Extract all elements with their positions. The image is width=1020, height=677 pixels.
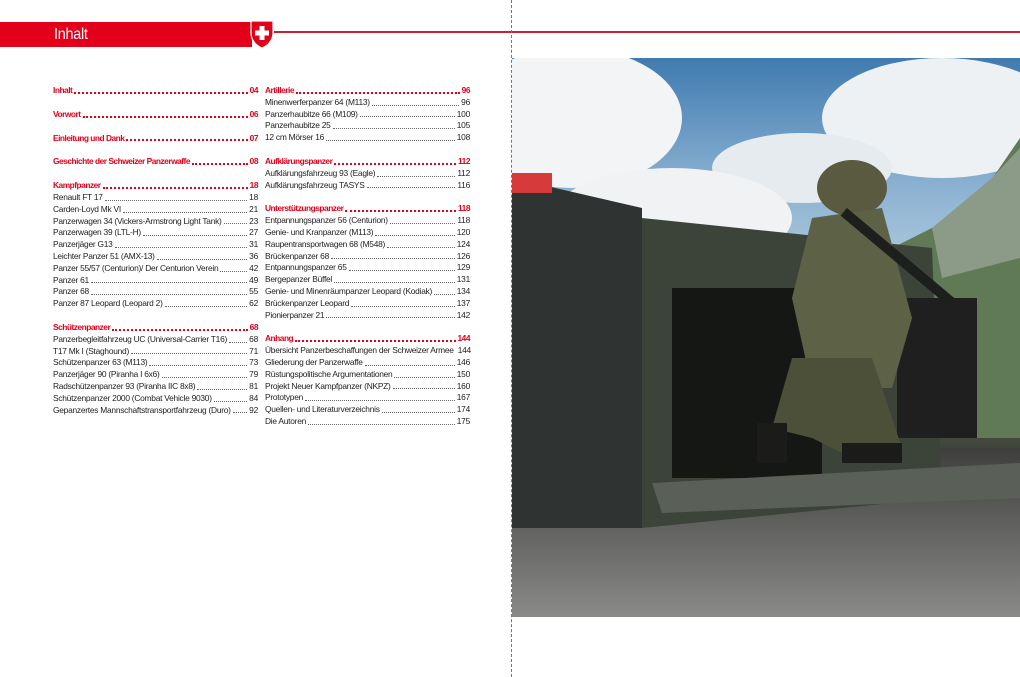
toc-dot-leader (360, 115, 455, 117)
toc-entry[interactable] (265, 310, 470, 322)
toc-entry-title: Panzerwagen 34 (Vickers-Armstrong Light Tank) (53, 215, 222, 226)
toc-page-number: 18 (249, 180, 258, 191)
toc-entry-title: Panzerjäger 90 (Piranha I 6x6) (53, 369, 160, 380)
toc-entry-title: Leichter Panzer 51 (AMX-13) (53, 250, 155, 261)
toc-page-number: 36 (249, 250, 258, 261)
toc-dot-leader (165, 305, 248, 307)
toc-left-column (53, 85, 258, 416)
toc-page-number: 55 (249, 286, 258, 297)
toc-entry[interactable] (53, 393, 258, 405)
toc-spacer (265, 144, 470, 156)
toc-entry-title: Panzerhaubitze 66 (M109) (265, 108, 358, 119)
toc-page-number: 49 (249, 274, 258, 285)
toc-entry-title: Raupentransportwagen 68 (M548) (265, 238, 386, 249)
toc-entry-title: Geschichte der Schweizer Panzerwaffe (53, 156, 190, 167)
toc-entry[interactable] (265, 357, 470, 369)
toc-entry-title: Aufklärungsfahrzeug TASYS (265, 179, 365, 190)
toc-entry-title: Kampfpanzer (53, 180, 101, 191)
toc-entry-title: Renault FT 17 (53, 191, 103, 202)
toc-section-heading[interactable] (265, 203, 470, 215)
toc-dot-leader (126, 138, 247, 141)
toc-entry-title: Genie- und Kranpanzer (M113) (265, 226, 374, 237)
toc-section-heading[interactable] (53, 156, 258, 168)
toc-page-number: 71 (249, 345, 258, 356)
toc-dot-leader (295, 339, 455, 342)
toc-dot-leader (83, 115, 248, 118)
toc-entry-title: Brückenpanzer 68 (265, 250, 329, 261)
toc-page-number: 96 (461, 96, 470, 107)
toc-entry-title: Carden-Loyd Mk VI (53, 203, 121, 214)
toc-page-number: 175 (456, 415, 470, 426)
toc-dot-leader (326, 316, 454, 318)
toc-page-number: 126 (456, 250, 470, 261)
toc-entry[interactable] (53, 275, 258, 287)
toc-page-number: 116 (457, 179, 470, 190)
toc-dot-leader (434, 293, 455, 295)
toc-entry[interactable] (265, 120, 470, 132)
toc-dot-leader (333, 127, 455, 129)
toc-entry-title: Panzerbegleitfahrzeug UC (Universal-Carrier T16) (53, 333, 228, 344)
toc-entry[interactable] (265, 168, 470, 180)
toc-entry[interactable] (53, 405, 258, 417)
toc-page-number: 108 (456, 132, 470, 143)
toc-page-number: 68 (249, 333, 258, 344)
toc-page-number: 124 (456, 238, 470, 249)
toc-entry-title: Aufklärungspanzer (265, 155, 333, 166)
toc-entry[interactable] (265, 227, 470, 239)
toc-entry[interactable] (53, 369, 258, 381)
toc-page-number: 62 (249, 298, 258, 309)
toc-section-heading[interactable] (53, 133, 258, 145)
toc-entry[interactable] (53, 204, 258, 216)
toc-page-number: 100 (456, 108, 470, 119)
toc-entry[interactable] (53, 381, 258, 393)
toc-entry[interactable] (265, 215, 470, 227)
toc-dot-leader (375, 234, 454, 236)
toc-spacer (53, 144, 258, 156)
toc-entry-title: Gliederung der Panzerwaffe (265, 356, 363, 367)
toc-right-column (265, 85, 470, 428)
toc-entry[interactable] (265, 251, 470, 263)
toc-entry-title: Prototypen (265, 392, 304, 403)
toc-page-number: 21 (249, 203, 258, 214)
toc-dot-leader (74, 91, 247, 94)
toc-entry-title: Anhang (265, 333, 294, 344)
toc-page-number: 150 (456, 368, 470, 379)
toc-entry-title: Minenwerferpanzer 64 (M113) (265, 96, 370, 107)
toc-entry-title: Panzerjäger G13 (53, 239, 113, 250)
toc-entry[interactable] (265, 262, 470, 274)
header-rule (274, 31, 1020, 33)
toc-entry-title: Brückenpanzer Leopard (265, 297, 350, 308)
toc-dot-leader (349, 269, 455, 271)
toc-dot-leader (393, 387, 455, 389)
toc-spacer (265, 191, 470, 203)
toc-page-number: 118 (457, 203, 470, 214)
toc-entry-title: Projekt Neuer Kampfpanzer (NKPZ) (265, 380, 391, 391)
toc-entry-title: Schützenpanzer (53, 321, 111, 332)
toc-dot-leader (143, 234, 247, 236)
toc-dot-leader (162, 376, 248, 378)
toc-entry[interactable] (53, 239, 258, 251)
page-title: Inhalt (54, 26, 88, 43)
toc-entry-title: Genie- und Minenräumpanzer Leopard (Kodiak) (265, 285, 433, 296)
toc-entry[interactable] (265, 345, 470, 357)
toc-dot-leader (365, 364, 455, 366)
toc-entry-title: Schützenpanzer 2000 (Combat Vehicle 9030) (53, 392, 212, 403)
toc-dot-leader (115, 246, 248, 248)
toc-section-heading[interactable] (265, 85, 470, 97)
header-bar (0, 22, 252, 47)
toc-page-number: 144 (457, 333, 470, 344)
toc-entry[interactable] (53, 216, 258, 228)
toc-entry-title: Unterstützungspanzer (265, 203, 344, 214)
toc-entry-title: Schützenpanzer 63 (M113) (53, 357, 148, 368)
toc-dot-leader (367, 186, 456, 188)
toc-page-number: 92 (249, 404, 258, 415)
toc-entry[interactable] (53, 298, 258, 310)
toc-page-number: 144 (457, 345, 471, 356)
toc-dot-leader (220, 270, 247, 272)
toc-entry[interactable] (53, 346, 258, 358)
toc-entry-title: Übersicht Panzerbeschaffungen der Schweizer Armee (265, 345, 454, 356)
toc-dot-leader (351, 305, 455, 307)
toc-entry[interactable] (265, 97, 470, 109)
toc-entry-title: T17 Mk I (Staghound) (53, 345, 129, 356)
toc-entry[interactable] (265, 274, 470, 286)
toc-spacer (53, 121, 258, 133)
toc-page-number: 31 (249, 239, 258, 250)
toc-dot-leader (91, 281, 247, 283)
toc-dot-leader (345, 209, 456, 212)
toc-page-number: 06 (249, 108, 258, 119)
toc-spacer (53, 168, 258, 180)
toc-entry[interactable] (265, 392, 470, 404)
toc-entry-title: Panzer 68 (53, 286, 89, 297)
toc-entry-title: Panzer 87 Leopard (Leopard 2) (53, 298, 163, 309)
toc-page-number: 137 (456, 297, 470, 308)
toc-page-number: 08 (249, 156, 258, 167)
toc-entry[interactable] (265, 239, 470, 251)
toc-dot-leader (112, 328, 247, 331)
toc-spacer (53, 310, 258, 322)
toc-entry-title: Die Autoren (265, 415, 307, 426)
toc-dot-leader (131, 352, 247, 354)
toc-entry[interactable] (53, 357, 258, 369)
toc-dot-leader (233, 411, 247, 413)
toc-dot-leader (387, 246, 455, 248)
toc-page-number: 27 (249, 227, 258, 238)
toc-section-heading[interactable] (53, 109, 258, 121)
toc-dot-leader (394, 376, 454, 378)
toc-page-number: 120 (456, 226, 470, 237)
toc-page-number: 131 (456, 274, 470, 285)
toc-page-number: 118 (457, 215, 470, 226)
toc-dot-leader (229, 341, 247, 343)
toc-dot-leader (305, 399, 455, 401)
toc-entry-title: 12 cm Mörser 16 (265, 132, 325, 143)
toc-entry-title: Gepanzertes Mannschaftstransportfahrzeug (Duro) (53, 404, 231, 415)
toc-entry-title: Radschützenpanzer 93 (Piranha IIC 8x8) (53, 380, 196, 391)
toc-entry[interactable] (265, 416, 470, 428)
toc-dot-leader (334, 281, 455, 283)
toc-section-heading[interactable] (265, 333, 470, 345)
toc-entry[interactable] (53, 251, 258, 263)
toc-dot-leader (224, 222, 248, 224)
toc-entry[interactable] (53, 263, 258, 275)
toc-dot-leader (157, 258, 247, 260)
toc-entry-title: Panzerwagen 39 (LTL-H) (53, 227, 141, 238)
toc-page-number: 79 (249, 369, 258, 380)
toc-dot-leader (331, 257, 455, 259)
toc-dot-leader (149, 364, 247, 366)
toc-entry-title: Entpannungspanzer 56 (Centurion) (265, 215, 388, 226)
toc-page-number: 134 (456, 285, 470, 296)
toc-entry[interactable] (265, 404, 470, 416)
toc-page-number: 23 (249, 215, 258, 226)
toc-spacer (265, 321, 470, 333)
toc-page-number: 81 (249, 380, 258, 391)
toc-dot-leader (214, 400, 247, 402)
toc-entry[interactable] (53, 334, 258, 346)
toc-entry-title: Pionierpanzer 21 (265, 309, 325, 320)
toc-dot-leader (91, 293, 247, 295)
toc-dot-leader (123, 211, 247, 213)
toc-entry-title: Panzer 55/57 (Centurion)/ Der Centurion Verein (53, 262, 219, 273)
toc-entry[interactable] (53, 227, 258, 239)
toc-dot-leader (326, 139, 455, 141)
toc-page-number: 68 (249, 321, 258, 332)
toc-entry-title: Einleitung und Dank (53, 132, 125, 143)
toc-entry-title: Entpannungspanzer 65 (265, 262, 347, 273)
toc-entry-title: Bergepanzer Büffel (265, 274, 333, 285)
toc-dot-leader (197, 388, 247, 390)
toc-dot-leader (105, 199, 248, 201)
toc-page-number: 96 (461, 85, 470, 95)
toc-page-number: 160 (456, 380, 470, 391)
toc-entry-title: Inhalt (53, 85, 73, 95)
toc-entry[interactable] (265, 298, 470, 310)
toc-page-number: 73 (249, 357, 258, 368)
toc-page-number: 84 (249, 392, 258, 403)
toc-page-number: 142 (456, 309, 470, 320)
toc-section-heading[interactable] (53, 85, 258, 97)
toc-page-number: 07 (249, 132, 258, 143)
toc-section-heading[interactable] (53, 322, 258, 334)
toc-entry[interactable] (265, 381, 470, 393)
toc-entry[interactable] (265, 132, 470, 144)
toc-section-heading[interactable] (53, 180, 258, 192)
toc-entry[interactable] (265, 369, 470, 381)
toc-page-number: 174 (456, 404, 470, 415)
toc-page-number: 18 (249, 191, 258, 202)
toc-entry-title: Artillerie (265, 85, 294, 95)
toc-page-number: 105 (456, 120, 470, 131)
toc-dot-leader (103, 186, 248, 189)
photo-illustration (512, 58, 1020, 617)
toc-page-number: 146 (456, 356, 470, 367)
toc-entry[interactable] (265, 109, 470, 121)
toc-spacer (53, 97, 258, 109)
toc-page-number: 04 (249, 85, 258, 95)
toc-dot-leader (372, 104, 459, 106)
toc-dot-leader (390, 222, 456, 224)
toc-entry-title: Vorwort (53, 108, 81, 119)
toc-entry-title: Rüstungspolitische Argumentationen (265, 368, 393, 379)
toc-dot-leader (382, 411, 455, 413)
toc-page-number: 167 (456, 392, 470, 403)
toc-entry-title: Panzer 61 (53, 274, 89, 285)
toc-page-number: 42 (249, 262, 258, 273)
toc-entry-title: Quellen- und Literaturverzeichnis (265, 404, 380, 415)
toc-entry[interactable] (265, 180, 470, 192)
cover-photo (512, 58, 1020, 617)
toc-entry[interactable] (53, 286, 258, 298)
toc-entry[interactable] (265, 286, 470, 298)
toc-dot-leader (334, 162, 456, 165)
toc-page-number: 129 (456, 262, 470, 273)
swiss-shield-icon (249, 20, 275, 49)
toc-page-number: 112 (457, 167, 470, 178)
toc-dot-leader (296, 91, 460, 94)
toc-dot-leader (308, 423, 455, 425)
toc-section-heading[interactable] (265, 156, 470, 168)
toc-page-number: 112 (457, 155, 470, 166)
toc-dot-leader (377, 175, 455, 177)
toc-entry[interactable] (53, 192, 258, 204)
toc-entry-title: Aufklärungsfahrzeug 93 (Eagle) (265, 167, 376, 178)
toc-entry-title: Panzerhaubitze 25 (265, 120, 331, 131)
toc-dot-leader (192, 162, 248, 165)
